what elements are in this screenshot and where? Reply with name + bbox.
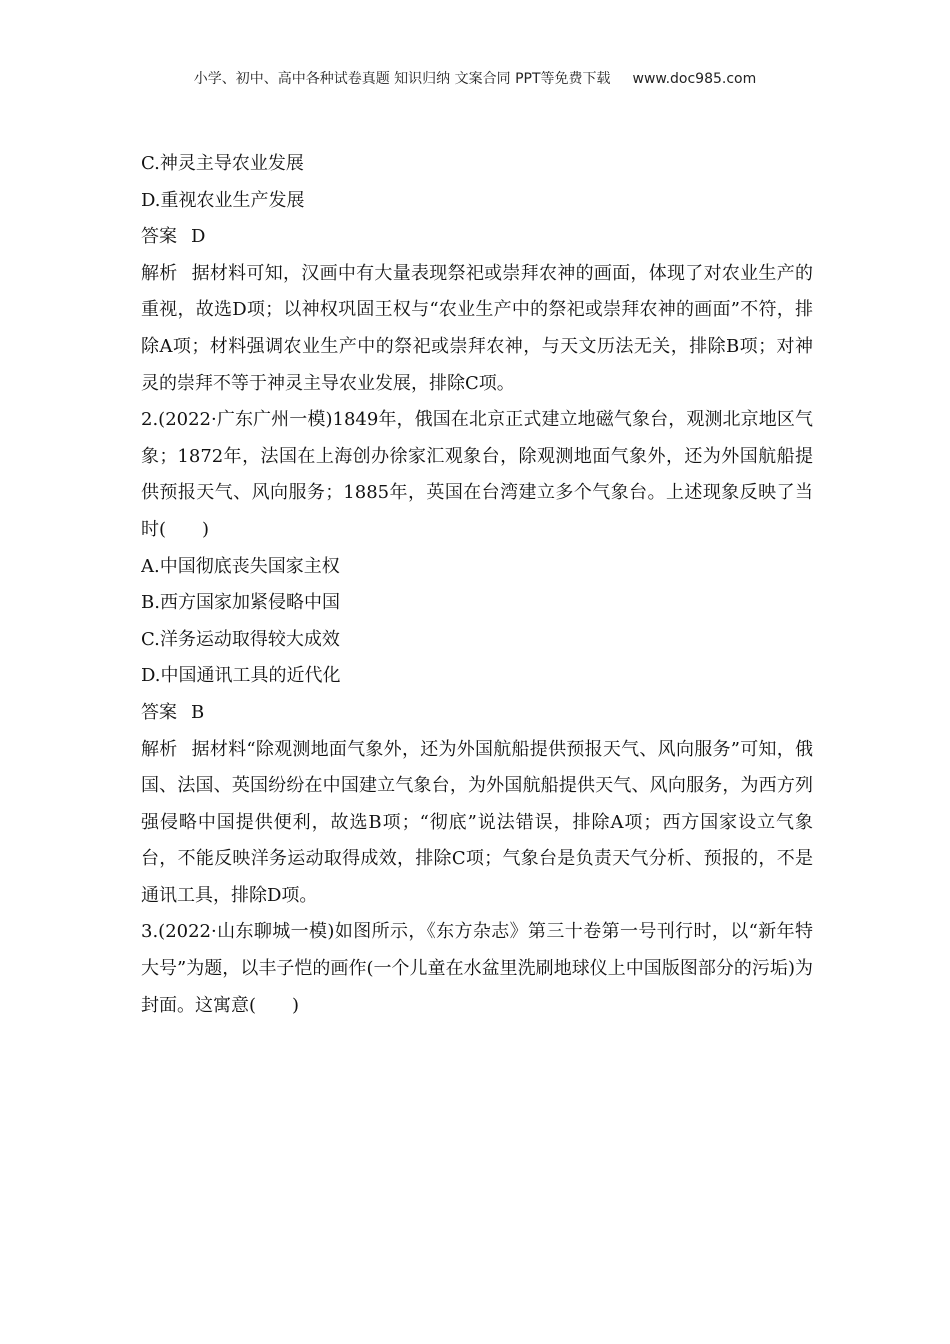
page-header xyxy=(0,68,950,88)
q2-option-d: D.中国通讯工具的近代化 xyxy=(141,665,341,687)
header-url: www.doc985.com xyxy=(632,71,757,87)
document-body xyxy=(141,146,813,1024)
q1-answer xyxy=(141,219,813,256)
q1-analysis-text: 据材料可知，汉画中有大量表现祭祀或崇拜农神的画面，体现了对农业生产的重视，故选D项；以神权巩固王权与“农业生产中的祭祀或崇拜农神的画面”不符，排除A项；材料强调农业生产中的祭祀或崇拜农神，与天文历法无关，排除B项；对神灵的崇拜不等于神灵主导农业发展，排除C项。 xyxy=(141,262,814,394)
header-text: 小学、初中、高中各种试卷真题 知识归纳 文案合同 PPT等免费下载 xyxy=(193,71,611,87)
q2-option-b: B.西方国家加紧侵略中国 xyxy=(141,592,340,614)
q2-answer xyxy=(141,695,813,732)
q2-option-a: A.中国彻底丧失国家主权 xyxy=(141,555,340,577)
q1-answer-label: 答案 xyxy=(141,226,177,248)
q2-analysis xyxy=(141,732,813,915)
q2-option-c: C.洋务运动取得较大成效 xyxy=(141,628,340,650)
q1-option-d: D.重视农业生产发展 xyxy=(141,189,305,211)
q2-analysis-label: 解析 xyxy=(141,738,178,760)
q3-stem: 3.(2022·山东聊城一模)如图所示，《东方杂志》第三十卷第一号刊行时，以“新年特大号”为题，以丰子恺的画作(一个儿童在水盆里洗刷地球仪上中国版图部分的污垢)为封面。这寓意( ) xyxy=(141,921,813,1016)
q2-stem: 2.(2022·广东广州一模)1849年，俄国在北京正式建立地磁气象台，观测北京地区气象；1872年，法国在上海创办徐家汇观象台，除观测地面气象外，还为外国航船提供预报天气、风向服务；1885年，英国在台湾建立多个气象台。上述现象反映了当时( ) xyxy=(141,409,813,540)
q2-analysis-text: 据材料“除观测地面气象外，还为外国航船提供预报天气、风向服务”可知，俄国、法国、英国纷纷在中国建立气象台，为外国航船提供天气、风向服务，为西方列强侵略中国提供便利，故选B项；“彻底”说法错误，排除A项；西方国家设立气象台，不能反映洋务运动取得成效，排除C项；气象台是负责天气分析、预报的，不是通讯工具，排除D项。 xyxy=(141,738,814,906)
q2-answer-value: B xyxy=(191,701,205,723)
q1-option-c: C.神灵主导农业发展 xyxy=(141,153,304,174)
q1-answer-value: D xyxy=(191,226,206,248)
q1-analysis xyxy=(141,256,813,402)
q2-answer-label: 答案 xyxy=(141,701,177,723)
q1-analysis-label: 解析 xyxy=(141,262,178,284)
